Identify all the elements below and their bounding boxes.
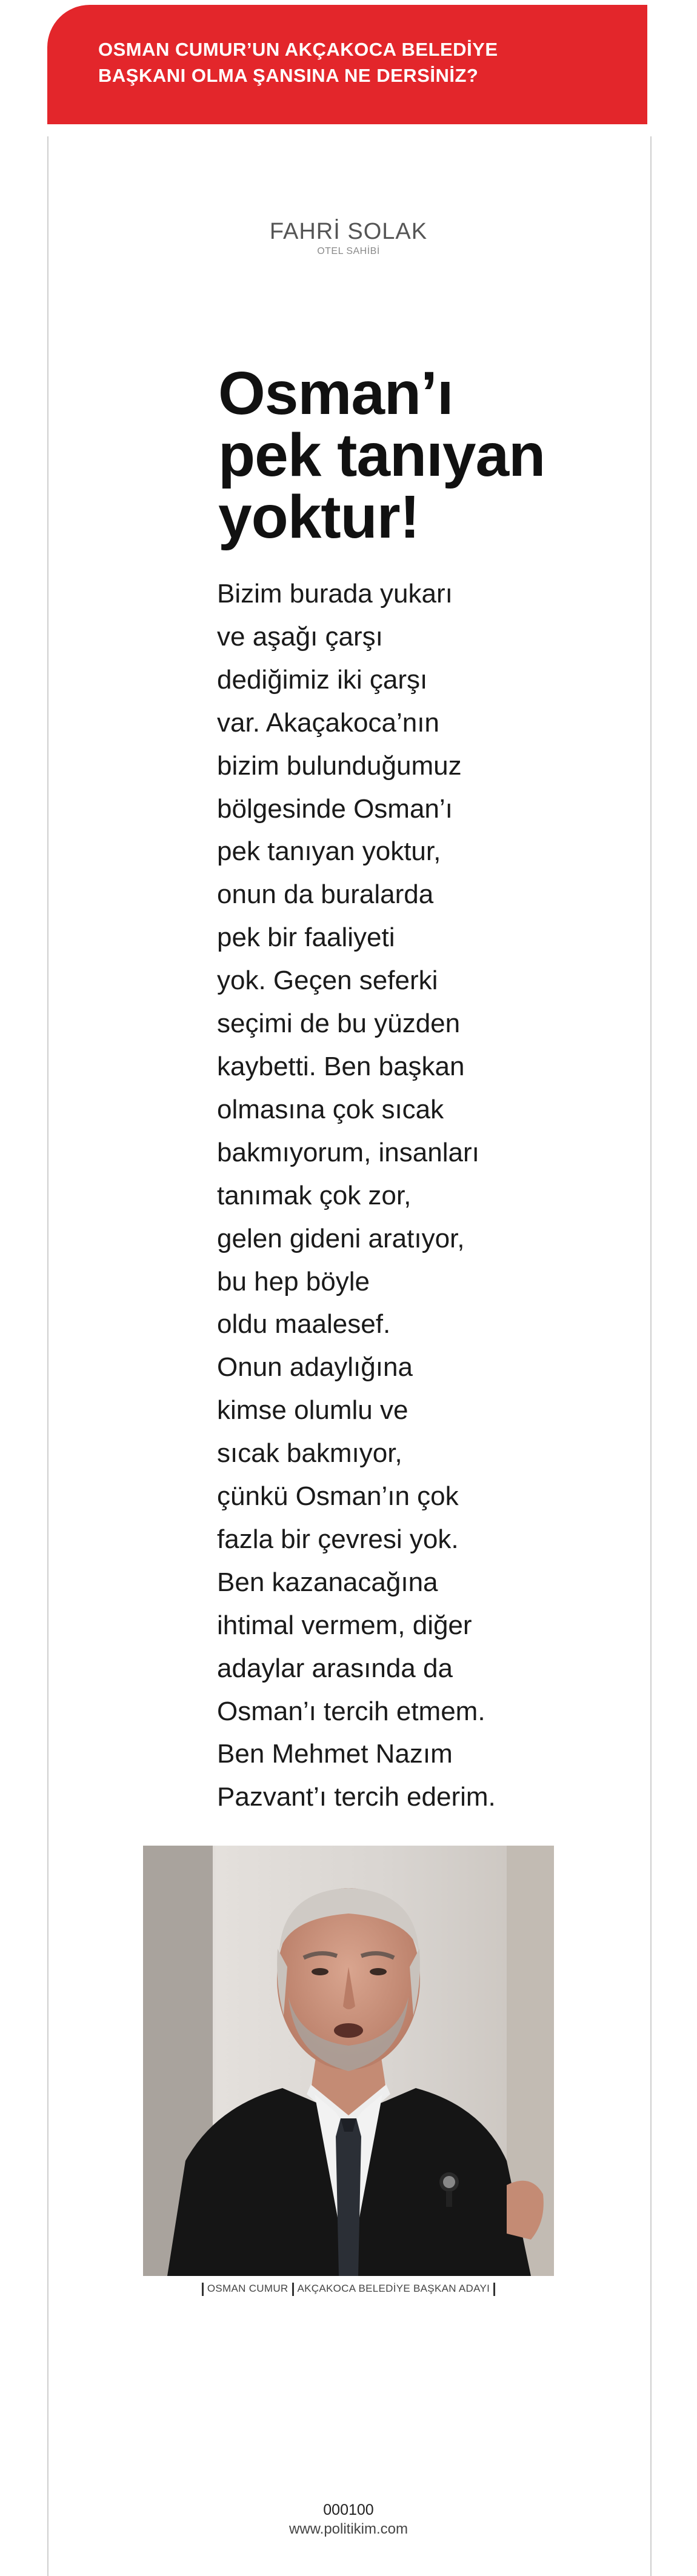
page-footer [0,2500,697,2539]
headline-line: pek tanıyan [218,421,545,489]
body-line: bakmıyorum, insanları [217,1137,479,1167]
photo-caption [0,2282,697,2296]
body-line: Pazvant’ı tercih ederim. [217,1782,496,1812]
body-line: bu hep böyle [217,1266,370,1296]
article-body [217,573,556,1819]
caption-divider [202,2283,204,2296]
portrait-photo [143,1846,554,2276]
body-line: dediğimiz iki çarşı [217,664,428,695]
body-line: Onun adaylığına [217,1352,413,1383]
body-line: adaylar arasında da [217,1653,453,1683]
body-line: var. Akaçakoca’nın [217,707,439,738]
body-line: tanımak çok zor, [217,1180,412,1210]
body-line: kaybetti. Ben başkan [217,1051,465,1081]
frame-border-right [650,136,652,2576]
body-line: oldu maalesef. [217,1309,391,1340]
headline-line: yoktur! [218,483,419,551]
article-headline [218,359,606,551]
headline-line: Osman’ı [218,359,453,427]
body-line: gelen gideni aratıyor, [217,1223,465,1253]
body-line: bölgesinde Osman’ı [217,793,453,824]
portrait-image [143,1846,554,2276]
body-line: bizim bulunduğumuz [217,750,462,781]
header-banner [47,5,647,124]
caption-title: AKÇAKOCA BELEDİYE BAŞKAN ADAYI [297,2283,490,2294]
website-link[interactable]: www.politikim.com [288,2521,409,2537]
body-line: Ben kazanacağına [217,1567,438,1597]
body-line: kimse olumlu ve [217,1395,409,1426]
body-line: sıcak bakmıyor, [217,1438,402,1469]
body-line: Ben Mehmet Nazım [217,1739,453,1769]
caption-divider [493,2283,495,2296]
byline-name: FAHRİ SOLAK [269,219,428,244]
page-number: 000100 [323,2501,374,2518]
body-line: ihtimal vermem, diğer [217,1610,472,1640]
frame-border-left [47,136,48,2576]
body-line: onun da buralarda [217,879,434,910]
banner-title-line-1: OSMAN CUMUR’UN AKÇAKOCA BELEDİYE [98,39,498,60]
body-line: pek tanıyan yoktur, [217,836,441,867]
body-line: çünkü Osman’ın çok [217,1481,459,1512]
caption-divider [292,2283,294,2296]
body-line: yok. Geçen seferki [217,966,438,996]
byline-role: OTEL SAHİBİ [317,246,380,256]
body-line: Bizim burada yukarı [217,579,453,609]
byline [0,218,697,258]
body-line: ve aşağı çarşı [217,621,383,652]
body-line: seçimi de bu yüzden [217,1009,461,1039]
banner-title-line-2: BAŞKANI OLMA ŞANSINA NE DERSİNİZ? [98,65,479,86]
body-line: fazla bir çevresi yok. [217,1524,459,1554]
body-line: pek bir faaliyeti [217,923,395,953]
caption-name: OSMAN CUMUR [207,2283,288,2294]
body-line: Osman’ı tercih etmem. [217,1696,485,1726]
body-line: olmasına çok sıcak [217,1094,444,1124]
